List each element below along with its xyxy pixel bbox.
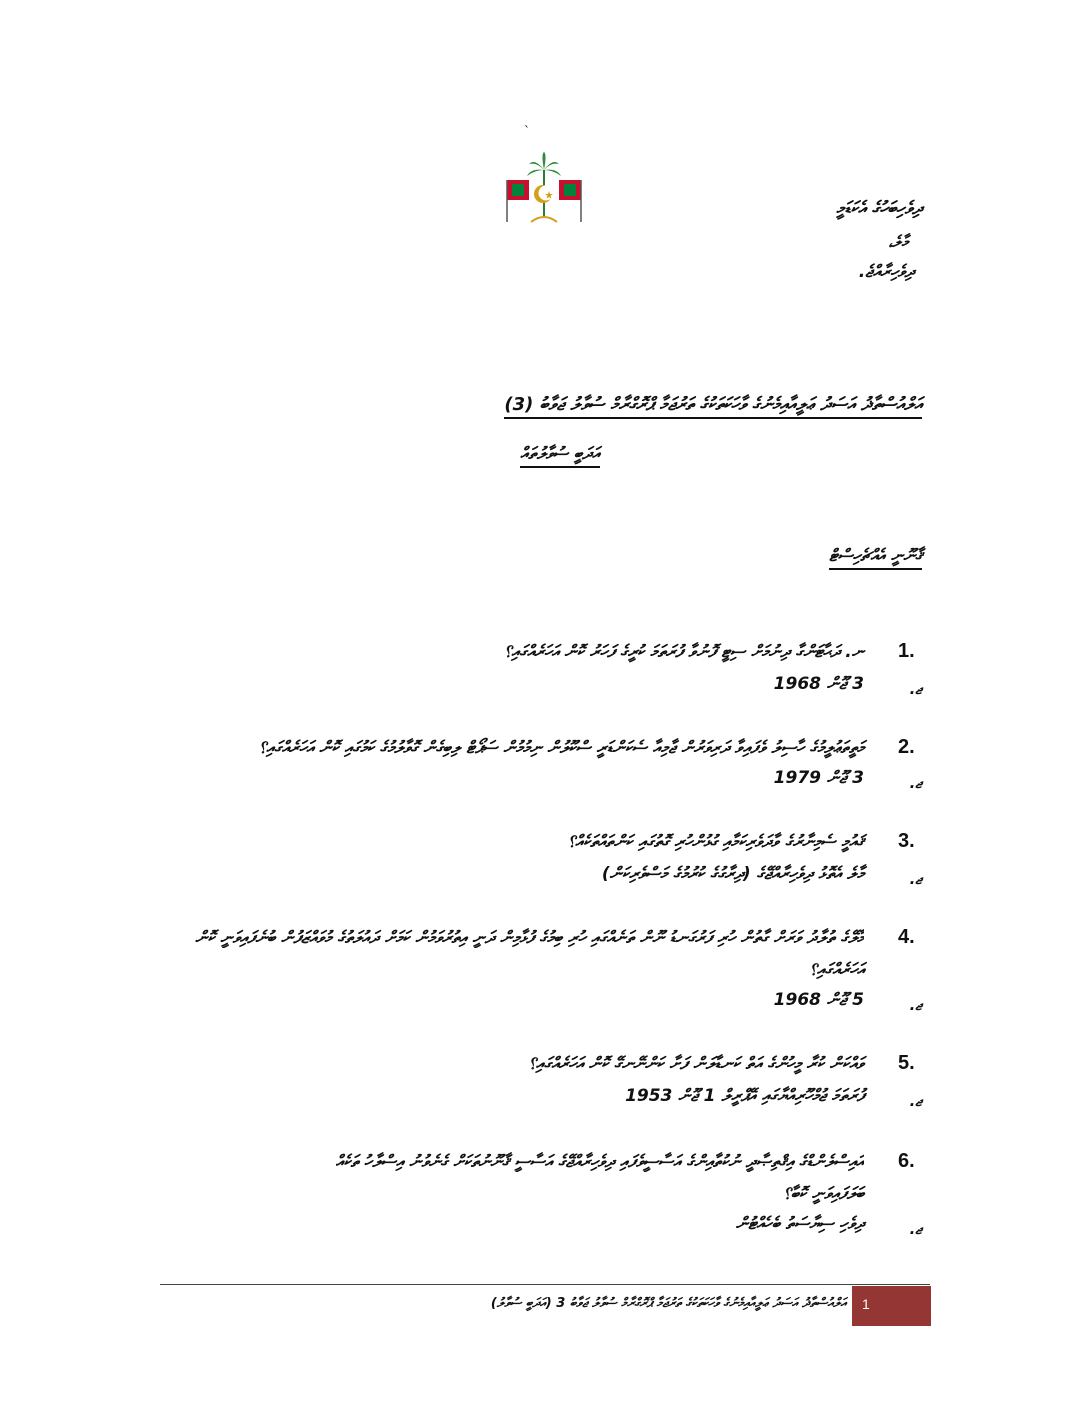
question-number: 3. xyxy=(898,830,915,852)
question-number: 5. xyxy=(898,1052,915,1074)
scroll-ribbon xyxy=(531,217,557,222)
answer-text: 3 ޖޫން 1968 xyxy=(773,674,864,694)
answer-label: ޖ. xyxy=(909,870,922,888)
question-text-continued: އަހަރެއްގައި؟ xyxy=(809,960,864,980)
section-heading: ޤާނޫނީ އެއްޗެހިސްޓް xyxy=(829,546,922,570)
office-name: ދިވެހިބަހުގެ އެކަޑަމީ xyxy=(836,198,922,219)
document-title: އަލްއުސްތާޛު އަސަދު ޢަލީއާއިމެނުގެ ވާހަކަތަކުގެ ތަރުޖަމާ ޕްރޮގްރާމް ސުވާލު ޖަވާބު (3) xyxy=(504,394,922,419)
answer-text: 3 ޖޫން 1979 xyxy=(773,768,864,788)
answer-text: ދިވެހި ސިޔާސަތު ބެހެއްޓުން xyxy=(735,1214,864,1234)
page-number: 1 xyxy=(862,1296,870,1312)
question-text: ވައްކަން ކުރާ މީހުންގެ އަތް ކަނޑާލަން ފަށާ ކަންނޭނގޭ ކޮން އަހަރެއްގައި؟ xyxy=(528,1054,864,1074)
footer-text: އަލްއުސްތާޛު އަސަދު ޢަލީއާއިމެނުގެ ވާހަކަތަކުގެ ތަރުޖަމާ ޕްރޮގްރާމް ސުވާލު ޖަވާބު 3 (އަދަބީ ސުވާލު) xyxy=(490,1296,846,1311)
answer-label: ޖ. xyxy=(909,680,922,698)
right-flag-icon xyxy=(559,180,581,222)
question-number: 2. xyxy=(898,736,915,758)
question-text: ޤައުމީ ސެމިނާރުގެ ވާދަވެރިކަމާއި ގުޅުންހުރި ގޮތުގައި ކަންތައްތަކެއް؟ xyxy=(567,832,864,852)
question-number: 6. xyxy=(898,1150,915,1172)
palm-tree-icon xyxy=(527,152,561,218)
answer-label: ޖ. xyxy=(909,996,922,1014)
crescent-star-icon xyxy=(534,185,554,203)
question-text: އައިސްލެންޑްގެ އިޤްތިޞާދީ ނުކުތާއިންގެ އަސާސީވެފައި ދިވެހިރާއްޖޭގެ އަސާސީ ޤާނޫނުތަކަށް ގެނެވުނު އިސްލާހު ތަކެއް xyxy=(335,1152,864,1172)
question-text: މާލޭގެ ތުލާދު ވަރަށް ގާތުން ހުރި ފަރުގަނޑު ނޫން ތަނެއްގައި ހުރި ބިމުގެ ފުޅާމިން ދަނީ އިތުރުވަމުން ކަމަށް ދައުލަތުގެ މުވައްޒަފުން ބުނެފައިވަނީ ކޮން xyxy=(195,928,864,948)
answer-label: ޖ. xyxy=(909,1220,922,1238)
answer-text: މާލެ އެތޮޅު ދިވެހިރާއްޖޭގެ (ދިރާގުގެ ކުރުމުގެ މަސްވެރިކަން) xyxy=(601,864,864,884)
office-place: މާލެ، xyxy=(888,232,908,251)
answer-label: ޖ. xyxy=(909,1092,922,1110)
question-number: 4. xyxy=(898,926,915,948)
answer-label: ޖ. xyxy=(909,774,922,792)
answer-text: ފުރަތަމަ ޖުމްހޫރިއްޔާގައި އޭޕްރީލް 1 ޖޫން 1953 xyxy=(625,1086,864,1106)
footer-divider xyxy=(160,1284,930,1285)
question-text-continued: ބަލަފައިވަނީ ކޮބާ؟ xyxy=(783,1184,864,1204)
answer-text: 5 ޖޫން 1968 xyxy=(773,990,864,1010)
question-text: މަތީތަޢުލީމުގެ ހާސިލު ވެފައިވާ ދަރިވަރުން ޖާމިއާ ސެކަންޑަރީ ސްކޫލުން ނިމުމުން ސަޕޯޓް ލިބިގެން ގޮވާލުމުގެ ކަމުގައި ކޮން އަހަރެއްގައި؟ xyxy=(258,738,864,758)
state-emblem-icon xyxy=(505,150,583,230)
document-subtitle: އަދަބީ ސުވާލުތައް xyxy=(520,444,600,468)
question-text: ނ. ދަޙާޓަންގާ ދިނުމަށް ސިޓީ ފޮނުވާ ފުރަތަމަ ކުރީގެ ފަހަރު ކޮން އަހަރެއްގައި؟ xyxy=(503,642,864,662)
header-mark: ` xyxy=(524,124,530,138)
question-number: 1. xyxy=(898,640,915,662)
office-country: ދިވެހިރާއްޖެ. xyxy=(858,262,914,282)
left-flag-icon xyxy=(507,180,529,222)
